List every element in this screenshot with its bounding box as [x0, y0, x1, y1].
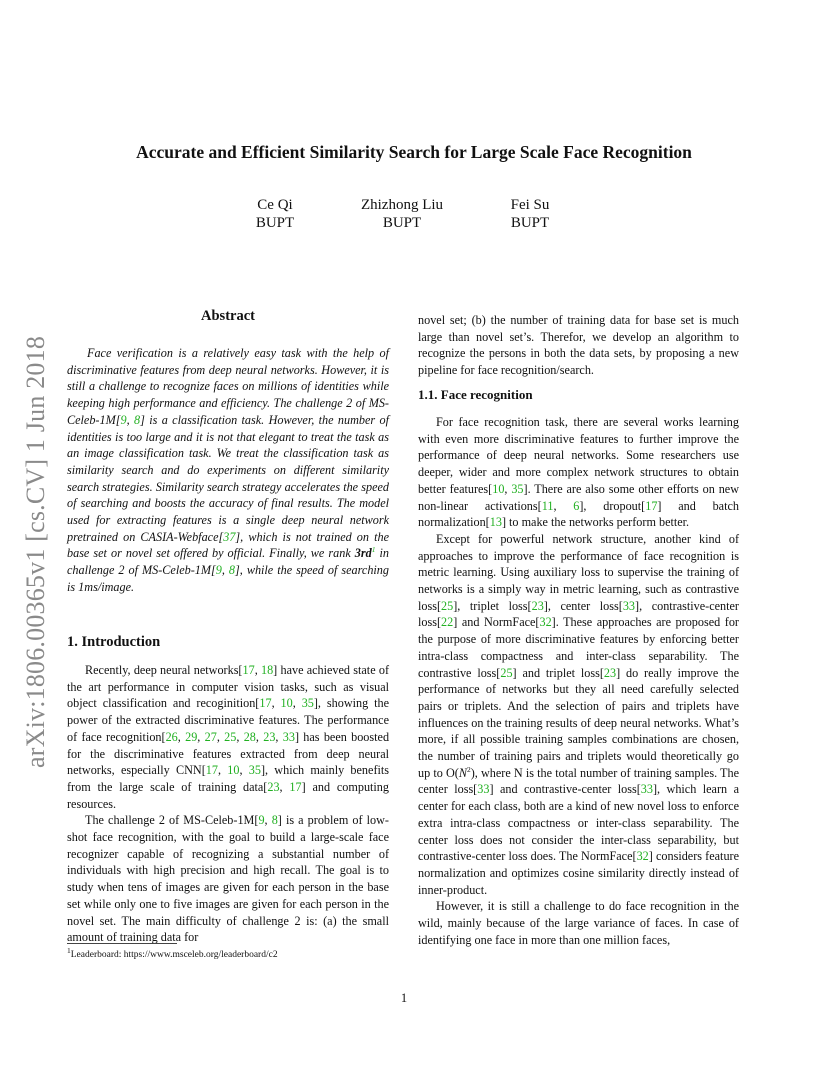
citation-link[interactable]: 23	[263, 729, 276, 744]
citation-link[interactable]: 23	[267, 779, 280, 794]
citation-link[interactable]: 33	[477, 782, 490, 797]
footnote	[67, 945, 278, 961]
citation-link[interactable]: 8	[271, 813, 278, 828]
citation-link[interactable]: 22	[441, 615, 454, 630]
citation-link[interactable]: 17	[289, 779, 302, 794]
citation-link[interactable]: 8	[134, 412, 141, 427]
author-affiliation: BUPT	[510, 215, 550, 231]
rank-text: 3rd	[354, 546, 372, 561]
face-recognition-body	[418, 414, 739, 949]
citation-link[interactable]: 28	[243, 729, 256, 744]
citation-link[interactable]: 25	[224, 729, 237, 744]
citation-link[interactable]: 17	[205, 763, 218, 778]
author-name: Ce Qi	[257, 197, 293, 213]
citation-link[interactable]: 32	[539, 615, 552, 630]
footnote-mark: 1	[67, 945, 71, 955]
citation-link[interactable]: 27	[204, 729, 217, 744]
citation-link[interactable]: 26	[165, 729, 178, 744]
paragraph: The challenge 2 of MS-Celeb-1M[9, 8] is a problem of low-shot face recognition, with the goal to build a large-scale face recognizer capable of recognizing a substantial number of individuals with high precision and high recall. The goal is to study when tens of images are given for each person in the base set while only one to five images are given for each person in the novel set. The main difficulty of challenge 2 is: (a) the small amount of training data for	[67, 813, 389, 945]
author-name: Zhizhong Liu	[360, 197, 444, 213]
citation-link[interactable]: 9	[258, 813, 265, 828]
citation-link[interactable]: 11	[541, 498, 554, 513]
math-variable: N	[458, 765, 467, 780]
author-block	[225, 196, 325, 232]
citation-link[interactable]: 10	[492, 481, 505, 496]
paragraph: novel set; (b) the number of training data for base set is much large than novel set’s. Therefor, we develop an algorithm to recognize the persons in both the data sets, by proposing a new pipeline for face recognition/search.	[418, 313, 739, 378]
citation-link[interactable]: 37	[223, 529, 236, 544]
citation-link[interactable]: 35	[511, 481, 524, 496]
author-block	[480, 196, 580, 232]
paper-title: Accurate and Efficient Similarity Search for Large Scale Face Recognition	[136, 142, 692, 162]
author-affiliation: BUPT	[382, 215, 422, 231]
author-affiliation: BUPT	[255, 215, 295, 231]
citation-link[interactable]: 13	[489, 515, 502, 530]
citation-link[interactable]: 33	[622, 598, 636, 613]
citation-link[interactable]: 6	[573, 498, 580, 513]
citation-link[interactable]: 32	[636, 849, 649, 864]
citation-link[interactable]: 9	[120, 412, 127, 427]
citation-link[interactable]: 17	[259, 696, 272, 711]
arxiv-stamp: arXiv:1806.00365v1 [cs.CV] 1 Jun 2018	[21, 335, 50, 768]
footnote-rule	[67, 943, 177, 944]
author-block	[342, 196, 462, 232]
paragraph: Recently, deep neural networks[17, 18] have achieved state of the art performance in computer vision tasks, such as visual object classification and recoginition[17, 10, 35], showing the power of the extracted discriminative features. The performance of face recognition[26, 29, 27, 25, 28, 23, 33] has been boosted for the discriminative features extracted from deep neural networks, especially CNN[17, 10, 35], which mainly benefits from the large scale of training data[23, 17] and computing resources.	[67, 663, 390, 811]
citation-link[interactable]: 35	[248, 763, 261, 778]
introduction-body	[67, 662, 389, 946]
section-heading-introduction: 1. Introduction	[67, 634, 161, 650]
abstract-text: Face verification is a relatively easy task with the help of discriminative features from deep neural networks. However, it is still a challenge to recognize faces on millions of identities while keeping high performance and efficiency. The challenge 2 of MS-Celeb-1M[9, 8] is a classification task. However, the number of identities is too large and it is not that elegant to treat the task as an image classification task. We treat the classification task as similarity search and do experiments on different similarity search strategies. Similarity search strategy accelerates the speed of searching and boosts the accuracy of final results. The model used for extracting features is a single deep neural network pretrained on CASIA-Webface[37], which is not trained on the base set or novel set offered by official. Finally, we rank $3rd^1$ in challenge 2 of MS-Celeb-1M[9, 8], while the speed of searching is 1ms/image.	[67, 346, 390, 594]
citation-link[interactable]: 25	[500, 665, 513, 680]
citation-link[interactable]: 29	[185, 729, 198, 744]
citation-link[interactable]: 25	[441, 598, 454, 613]
citation-link[interactable]: 33	[282, 729, 295, 744]
citation-link[interactable]: 17	[242, 663, 255, 677]
citation-link[interactable]: 10	[227, 763, 240, 778]
paragraph: However, it is still a challenge to do face recognition in the wild, mainly because of the large variance of faces. In case of identifying one face in more than one million faces,	[418, 899, 739, 947]
citation-link[interactable]: 23	[603, 665, 617, 680]
author-name: Fei Su	[510, 197, 550, 213]
footnote-text: Leaderboard: https://www.msceleb.org/leaderboard/c2	[70, 950, 278, 960]
citation-link[interactable]: 33	[640, 782, 653, 797]
footnote-mark-link[interactable]: 1	[371, 545, 376, 555]
citation-link[interactable]: 35	[301, 696, 314, 711]
citation-link[interactable]: 17	[645, 498, 658, 513]
paragraph: For face recognition task, there are several works learning with even more discriminative features to further improve the performance of deep neural networks. Some researchers use deeper, wider and more complex network structures to obtain better features[10, 35]. There are also some other efforts on new non-linear activations[11, 6], dropout[17] and batch normalization[13] to make the networks perform better.	[418, 415, 739, 530]
citation-link[interactable]: 9	[215, 563, 222, 578]
citation-link[interactable]: 18	[260, 663, 274, 677]
citation-link[interactable]: 23	[531, 598, 544, 613]
subsection-heading-face-recognition: 1.1. Face recognition	[418, 387, 533, 402]
citation-link[interactable]: 8	[228, 563, 236, 578]
abstract-heading: Abstract	[201, 308, 255, 324]
math-exponent: 2	[466, 764, 471, 774]
paragraph: Except for powerful network structure, another kind of approaches to improve the performance of face recognition is metric learning. Using auxiliary loss to supervise the training of networks is a simply way in metric learning, such as contrastive loss[25], triplet loss[23], center loss[33], contrastive-center loss[22] and NormFace[32]. These approaches are proposed for the purpose of more discriminative features by enforcing better intra-class compactness and inter-class separability. The contrastive loss[25] and triplet loss[23] do really improve the performance of networks but they all need carefully selected pairs or triplets. And the selection of pairs and triplets have influences on the training results of deep neural networks. What’s more, if all possible training samples combinations are chosen, the number of training pairs and triplets would theoretically go up to $O(N^2)$, where N is the total number of training samples. The center loss[33] and contrastive-center loss[33], which learn a center for each class, both are a kind of new novel loss to enforce extra intra-class compactness or inter-class separability. The center loss does not consider the inter-class separability, but contrastive-center loss does. The NormFace[32] considers feature normalization and optimizes cosine similarity directly instead of inner-product.	[418, 531, 740, 897]
right-column-continuation	[418, 312, 739, 379]
citation-link[interactable]: 10	[280, 696, 293, 711]
page-number: 1	[400, 991, 408, 1005]
